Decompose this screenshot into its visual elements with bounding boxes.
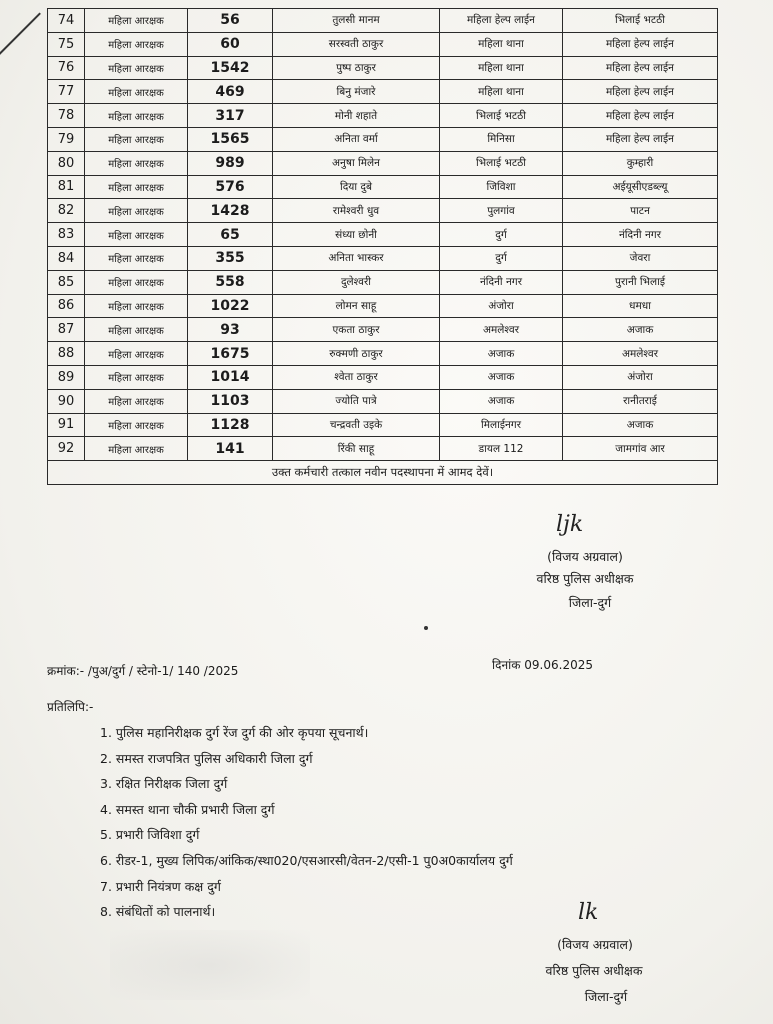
table-row (48, 223, 718, 247)
row-current-posting: महिला थाना (440, 32, 563, 56)
row-badge-number: 1542 (188, 56, 273, 80)
row-rank: महिला आरक्षक (85, 175, 188, 199)
row-badge-number: 989 (188, 151, 273, 175)
table-row (48, 127, 718, 151)
row-new-posting: पुरानी भिलाई (563, 270, 718, 294)
copy-to-item: 7. प्रभारी नियंत्रण कक्ष दुर्ग (100, 878, 221, 894)
document-date: दिनांक 09.06.2025 (492, 658, 593, 672)
row-badge-number: 1675 (188, 342, 273, 366)
row-new-posting: जेवरा (563, 246, 718, 270)
row-rank: महिला आरक्षक (85, 246, 188, 270)
row-serial: 89 (48, 365, 85, 389)
table-row (48, 365, 718, 389)
row-rank: महिला आरक्षक (85, 9, 188, 33)
row-new-posting: नंदिनी नगर (563, 223, 718, 247)
row-serial: 79 (48, 127, 85, 151)
table-row (48, 318, 718, 342)
row-current-posting: अंजोरा (440, 294, 563, 318)
row-rank: महिला आरक्षक (85, 223, 188, 247)
table-row (48, 199, 718, 223)
row-employee-name: रुक्मणी ठाकुर (273, 342, 440, 366)
row-current-posting: दुर्ग (440, 246, 563, 270)
copy-to-item: 1. पुलिस महानिरीक्षक दुर्ग रेंज दुर्ग की ओर कृपया सूचनार्थ। (100, 725, 369, 740)
table-row (48, 56, 718, 80)
signature-name-top: (विजय अग्रवाल) (547, 549, 623, 564)
row-badge-number: 141 (188, 437, 273, 461)
row-new-posting: भिलाई भटठी (563, 9, 718, 33)
copy-to-item: 6. रीडर-1, मुख्य लिपिक/आंकिक/स्था020/एसआरसी/वेतन-2/एसी-1 पु0अ0कार्यालय दुर्ग (100, 852, 513, 868)
row-badge-number: 1565 (188, 127, 273, 151)
row-badge-number: 1014 (188, 365, 273, 389)
row-current-posting: अमलेश्वर (440, 318, 563, 342)
table-row (48, 270, 718, 294)
row-current-posting: डायल 112 (440, 437, 563, 461)
row-rank: महिला आरक्षक (85, 127, 188, 151)
row-new-posting: जामगांव आर (563, 437, 718, 461)
row-serial: 91 (48, 413, 85, 437)
copy-to-item: 2. समस्त राजपत्रित पुलिस अधिकारी जिला दुर्ग (100, 750, 313, 766)
row-serial: 84 (48, 246, 85, 270)
row-rank: महिला आरक्षक (85, 270, 188, 294)
table-row (48, 294, 718, 318)
row-employee-name: रामेश्वरी धुव (273, 199, 440, 223)
row-serial: 75 (48, 32, 85, 56)
signature-designation-bottom: वरिष्ठ पुलिस अधीक्षक (545, 963, 643, 978)
row-new-posting: पाटन (563, 199, 718, 223)
row-employee-name: दुलेश्वरी (273, 270, 440, 294)
table-row (48, 413, 718, 437)
row-serial: 77 (48, 80, 85, 104)
copy-to-label: प्रतिलिपि:- (47, 700, 94, 714)
ink-dot (424, 626, 428, 630)
row-rank: महिला आरक्षक (85, 80, 188, 104)
row-employee-name: अनिता वर्मा (273, 127, 440, 151)
row-badge-number: 1103 (188, 389, 273, 413)
row-current-posting: अजाक (440, 365, 563, 389)
row-new-posting: अईयूसीएडब्ल्यू (563, 175, 718, 199)
row-employee-name: श्वेता ठाकुर (273, 365, 440, 389)
row-rank: महिला आरक्षक (85, 56, 188, 80)
table-row (48, 437, 718, 461)
row-employee-name: रिंकी साहू (273, 437, 440, 461)
row-badge-number: 355 (188, 246, 273, 270)
row-badge-number: 1428 (188, 199, 273, 223)
scan-smudge (110, 930, 310, 1000)
row-employee-name: दिया दुबे (273, 175, 440, 199)
row-badge-number: 93 (188, 318, 273, 342)
row-rank: महिला आरक्षक (85, 413, 188, 437)
table-footer-row (48, 461, 718, 485)
row-serial: 92 (48, 437, 85, 461)
row-rank: महिला आरक्षक (85, 32, 188, 56)
row-current-posting: महिला थाना (440, 80, 563, 104)
row-employee-name: तुलसी मानम (273, 9, 440, 33)
row-current-posting: महिला हेल्प लाईन (440, 9, 563, 33)
row-serial: 74 (48, 9, 85, 33)
footer-note: उक्त कर्मचारी तत्काल नवीन पदस्थापना में आमद देवें। (48, 461, 718, 485)
row-new-posting: महिला हेल्प लाईन (563, 104, 718, 128)
row-badge-number: 576 (188, 175, 273, 199)
table-row (48, 151, 718, 175)
row-badge-number: 558 (188, 270, 273, 294)
table-row (48, 32, 718, 56)
row-current-posting: अजाक (440, 342, 563, 366)
row-current-posting: जिविशा (440, 175, 563, 199)
row-employee-name: पुष्प ठाकुर (273, 56, 440, 80)
row-new-posting: अजाक (563, 413, 718, 437)
row-rank: महिला आरक्षक (85, 437, 188, 461)
copy-to-item: 3. रक्षित निरीक्षक जिला दुर्ग (100, 776, 228, 792)
row-rank: महिला आरक्षक (85, 365, 188, 389)
table-row (48, 104, 718, 128)
row-serial: 76 (48, 56, 85, 80)
row-employee-name: संध्या छोनी (273, 223, 440, 247)
reference-number: क्रमांक:- /पुअ/दुर्ग / स्टेनो-1/ 140 /2025 (47, 664, 239, 678)
row-employee-name: मोनी शहाते (273, 104, 440, 128)
copy-to-item: 4. समस्त थाना चौकी प्रभारी जिला दुर्ग (100, 801, 275, 817)
row-new-posting: महिला हेल्प लाईन (563, 127, 718, 151)
row-badge-number: 317 (188, 104, 273, 128)
row-new-posting: धमधा (563, 294, 718, 318)
row-new-posting: महिला हेल्प लाईन (563, 56, 718, 80)
row-serial: 86 (48, 294, 85, 318)
row-new-posting: महिला हेल्प लाईन (563, 32, 718, 56)
row-badge-number: 1128 (188, 413, 273, 437)
table-row (48, 246, 718, 270)
copy-to-list (100, 720, 513, 925)
row-serial: 83 (48, 223, 85, 247)
signature-scribble-bottom: lk (578, 900, 599, 925)
row-serial: 88 (48, 342, 85, 366)
row-new-posting: अजाक (563, 318, 718, 342)
row-current-posting: मिनिसा (440, 127, 563, 151)
row-current-posting: अजाक (440, 389, 563, 413)
signature-district-bottom: जिला-दुर्ग (584, 989, 628, 1004)
row-current-posting: भिलाई भटठी (440, 104, 563, 128)
row-employee-name: ज्योति पात्रे (273, 389, 440, 413)
row-rank: महिला आरक्षक (85, 342, 188, 366)
row-serial: 87 (48, 318, 85, 342)
row-current-posting: दुर्ग (440, 223, 563, 247)
row-serial: 78 (48, 104, 85, 128)
row-employee-name: सरस्वती ठाकुर (273, 32, 440, 56)
row-employee-name: एकता ठाकुर (273, 318, 440, 342)
row-badge-number: 65 (188, 223, 273, 247)
signature-district-top: जिला-दुर्ग (568, 595, 612, 610)
signature-name-bottom: (विजय अग्रवाल) (557, 937, 633, 952)
row-new-posting: अमलेश्वर (563, 342, 718, 366)
table-row (48, 175, 718, 199)
row-employee-name: लोमन साहू (273, 294, 440, 318)
table-row (48, 342, 718, 366)
row-badge-number: 60 (188, 32, 273, 56)
transfer-table-body (48, 9, 718, 461)
row-current-posting: भिलाई भटठी (440, 151, 563, 175)
row-rank: महिला आरक्षक (85, 318, 188, 342)
row-serial: 80 (48, 151, 85, 175)
signature-scribble-top: ljk (556, 512, 584, 537)
row-employee-name: बिनु मंजारे (273, 80, 440, 104)
row-badge-number: 469 (188, 80, 273, 104)
row-current-posting: पुलगांव (440, 199, 563, 223)
copy-to-item: 8. संबंधितों को पालनार्थ। (100, 904, 216, 920)
transfer-table (47, 8, 718, 485)
row-new-posting: अंजोरा (563, 365, 718, 389)
row-rank: महिला आरक्षक (85, 294, 188, 318)
row-new-posting: कुम्हारी (563, 151, 718, 175)
row-current-posting: महिला थाना (440, 56, 563, 80)
row-serial: 81 (48, 175, 85, 199)
row-badge-number: 1022 (188, 294, 273, 318)
row-badge-number: 56 (188, 9, 273, 33)
row-serial: 85 (48, 270, 85, 294)
row-current-posting: नंदिनी नगर (440, 270, 563, 294)
row-serial: 90 (48, 389, 85, 413)
row-rank: महिला आरक्षक (85, 151, 188, 175)
row-new-posting: रानीतराई (563, 389, 718, 413)
table-row (48, 80, 718, 104)
corner-fold-mark (0, 13, 41, 64)
row-current-posting: मिलाईनगर (440, 413, 563, 437)
table-row (48, 9, 718, 33)
row-employee-name: अनुषा मिलेन (273, 151, 440, 175)
row-rank: महिला आरक्षक (85, 199, 188, 223)
row-new-posting: महिला हेल्प लाईन (563, 80, 718, 104)
copy-to-item: 5. प्रभारी जिविशा दुर्ग (100, 827, 200, 843)
signature-designation-top: वरिष्ठ पुलिस अधीक्षक (536, 571, 634, 586)
row-employee-name: अनिता भास्कर (273, 246, 440, 270)
row-rank: महिला आरक्षक (85, 104, 188, 128)
row-serial: 82 (48, 199, 85, 223)
row-employee-name: चन्द्रवती उइके (273, 413, 440, 437)
table-row (48, 389, 718, 413)
row-rank: महिला आरक्षक (85, 389, 188, 413)
